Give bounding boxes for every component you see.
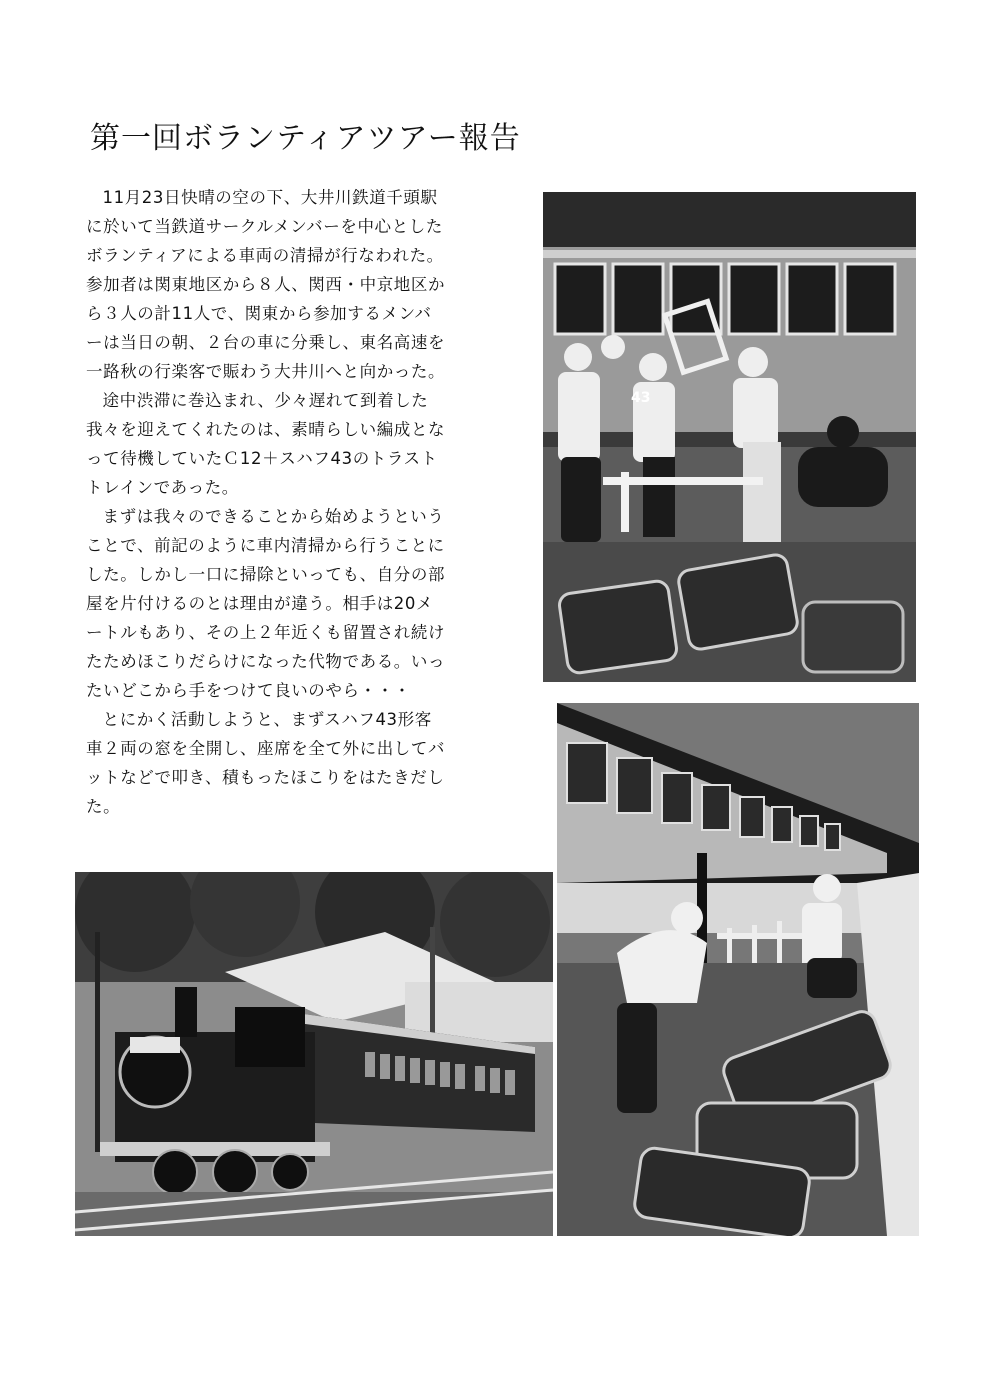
- photo-volunteers-carrying-seats: [543, 192, 916, 682]
- article-body: [86, 183, 446, 821]
- paragraph: まずは我々のできることから始めようということで、前記のように車内清掃から行うことにした。しかし一口に掃除といっても、自分の部屋を片付けるのとは理由が違う。相手は20メートルもあり、その上２年近くも留置され続けたためほこりだらけになった代物である。いったいどこから手をつけて良いのやら・・・: [86, 507, 446, 700]
- article-title: 第一回ボランティアツアー報告: [90, 121, 521, 156]
- loco-plate-label: 43: [631, 390, 651, 406]
- paragraph: 途中渋滞に巻込まれ、少々遅れて到着した我々を迎えてくれたのは、素晴らしい編成となって待機していたＣ12＋スハフ43のトラストトレインであった。: [86, 391, 446, 497]
- photo-volunteers-cleaning-seats: [557, 703, 919, 1236]
- photo-steam-locomotive-train: [75, 872, 553, 1236]
- paragraph: 11月23日快晴の空の下、大井川鉄道千頭駅に於いて当鉄道サークルメンバーを中心としたボランティアによる車両の清掃が行なわれた。参加者は関東地区から８人、関西・中京地区から３人の計11人で、関東から参加するメンバーは当日の朝、２台の車に分乗し、東名高速を一路秋の行楽客で賑わう大井川へと向かった。: [86, 188, 446, 381]
- paragraph: とにかく活動しようと、まずスハフ43形客車２両の窓を全開し、座席を全て外に出してバットなどで叩き、積もったほこりをはたきだした。: [86, 710, 446, 816]
